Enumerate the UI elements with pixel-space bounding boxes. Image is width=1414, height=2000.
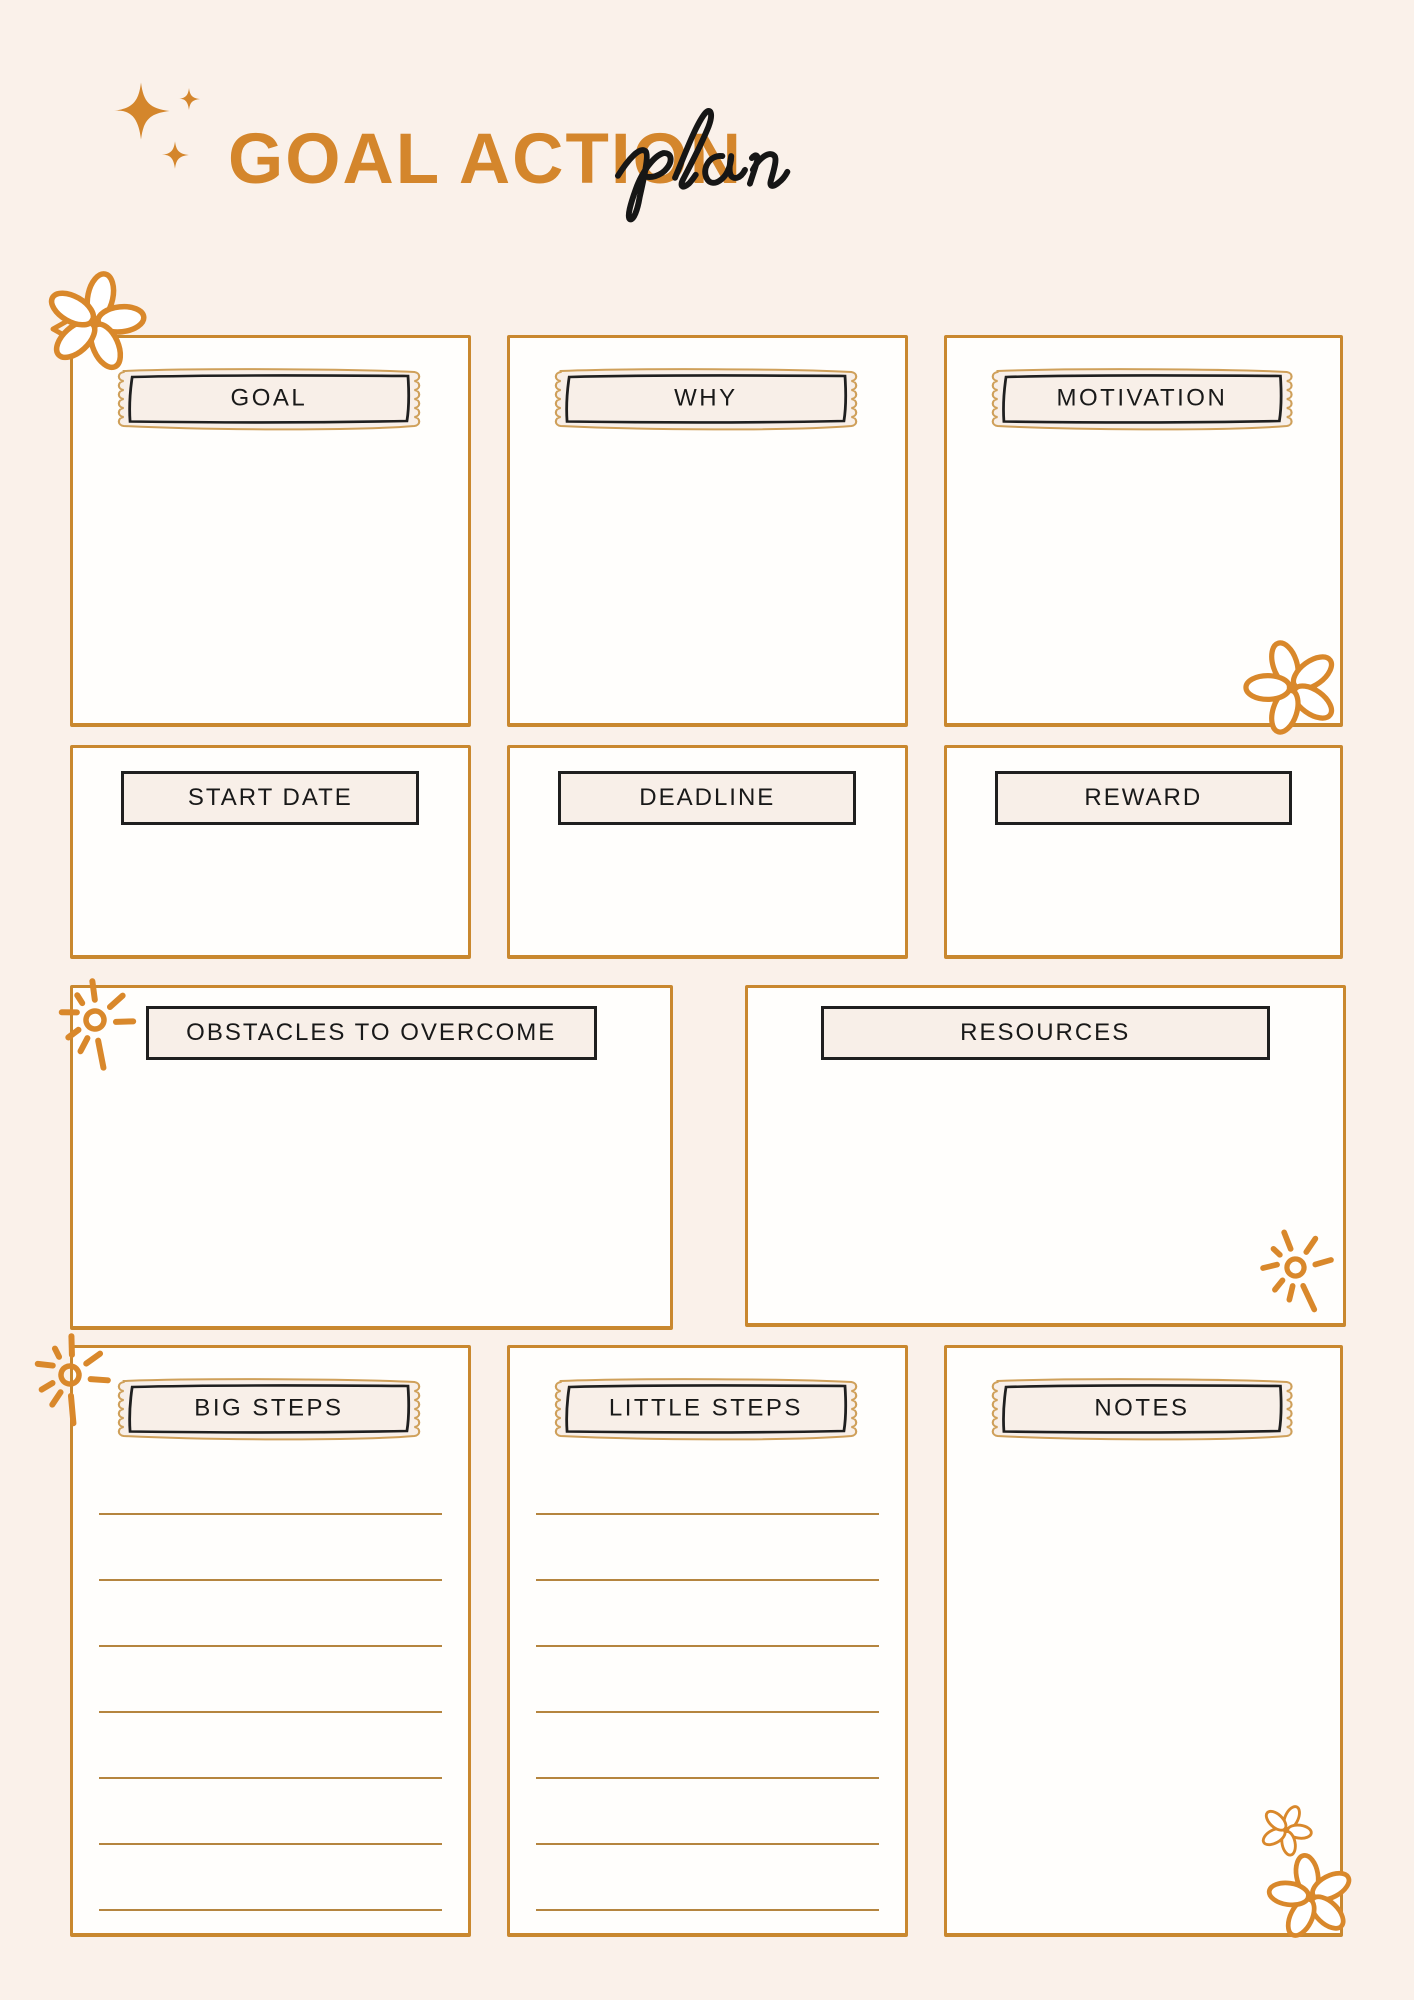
obstacles-input-area[interactable]	[85, 1078, 658, 1314]
obstacles-label	[146, 1006, 597, 1060]
goal-box	[70, 335, 471, 727]
why-box	[507, 335, 908, 727]
start-date-label	[121, 771, 419, 825]
sunburst-doodle-obstacles	[45, 970, 145, 1070]
reward-input-area[interactable]	[959, 838, 1328, 943]
flower-doodle-notes-large	[1268, 1854, 1354, 1940]
little-steps-ruled-lines[interactable]	[536, 1449, 879, 1913]
sunburst-doodle-resources	[1248, 1220, 1343, 1315]
big-steps-label-frame	[98, 1372, 440, 1446]
reward-label	[995, 771, 1292, 825]
big-steps-ruled-lines[interactable]	[99, 1449, 442, 1913]
sunburst-doodle-big-steps	[20, 1325, 120, 1425]
why-label-frame	[535, 362, 877, 436]
little-steps-label: LITTLE STEPS	[608, 1394, 803, 1422]
deadline-input-area[interactable]	[522, 838, 893, 943]
sparkles-icon	[105, 55, 225, 180]
little-steps-box	[507, 1345, 908, 1937]
flower-doodle-goal	[45, 272, 145, 372]
big-steps-label: BIG STEPS	[194, 1394, 344, 1422]
big-steps-box	[70, 1345, 471, 1937]
start-date-label-text: START DATE	[187, 784, 353, 811]
notes-label: NOTES	[1094, 1394, 1190, 1422]
resources-label-text: RESOURCES	[960, 1019, 1131, 1046]
goal-label: GOAL	[230, 384, 308, 412]
motivation-label: MOTIVATION	[1056, 384, 1228, 412]
obstacles-box	[70, 985, 673, 1330]
little-steps-label-frame	[535, 1372, 877, 1446]
page-title: GOAL ACTION	[228, 119, 744, 199]
deadline-label-text: DEADLINE	[639, 784, 776, 811]
resources-label	[821, 1006, 1270, 1060]
goal-input-area[interactable]	[85, 448, 456, 711]
why-label: WHY	[674, 384, 738, 412]
goal-label-frame	[98, 362, 440, 436]
deadline-label	[558, 771, 856, 825]
flower-doodle-motivation	[1245, 640, 1340, 735]
notes-label-frame	[972, 1372, 1312, 1446]
resources-input-area[interactable]	[760, 1078, 1331, 1311]
deadline-box	[507, 745, 908, 959]
obstacles-label-text: OBSTACLES TO OVERCOME	[186, 1019, 557, 1046]
script-plan-word	[612, 96, 878, 226]
start-date-box	[70, 745, 471, 959]
flower-doodle-notes-small	[1260, 1804, 1312, 1856]
reward-box	[944, 745, 1343, 959]
reward-label-text: REWARD	[1084, 784, 1203, 811]
why-input-area[interactable]	[522, 448, 893, 711]
motivation-label-frame	[972, 362, 1312, 436]
start-date-input-area[interactable]	[85, 838, 456, 943]
